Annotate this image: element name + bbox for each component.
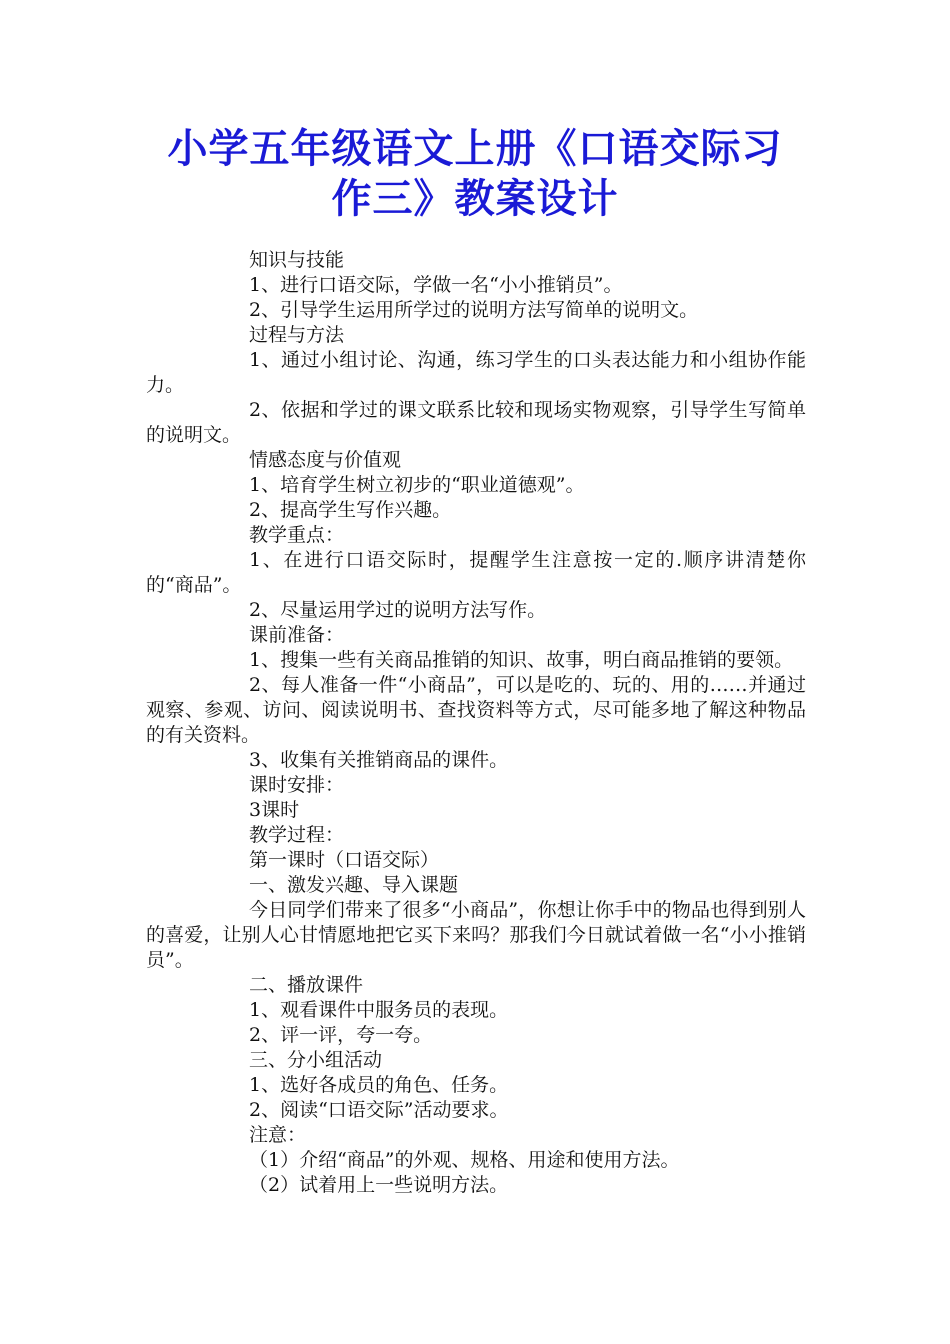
paragraph: 1、观看课件中服务员的表现。 [249,999,509,1021]
section-heading: 教学过程： [249,824,345,846]
section-heading: 一、激发兴趣、导入课题 [249,874,459,896]
paragraph: 2、评一评，夸一夸。 [249,1024,433,1046]
section-heading: 过程与方法 [249,324,345,346]
section-heading: 课时安排： [249,774,345,796]
paragraph: 2、每人准备一件“小商品”，可以是吃的、玩的、用的……并通过观察、参观、访问、阅读说明书、查找资料等方式，尽可能多地了解这种物品的有关资料。 [146,674,806,746]
paragraph: 1、培育学生树立初步的“职业道德观”。 [249,474,585,496]
paragraph: 2、提高学生写作兴趣。 [249,499,452,521]
paragraph: 3课时 [249,799,300,821]
paragraph: 1、通过小组讨论、沟通，练习学生的口头表达能力和小组协作能力。 [146,349,806,396]
paragraph: （2）试着用上一些说明方法。 [249,1174,509,1196]
paragraph: 1、选好各成员的角色、任务。 [249,1074,509,1096]
paragraph: 2、尽量运用学过的说明方法写作。 [249,599,547,621]
section-heading: 三、分小组活动 [249,1049,383,1071]
document-title: 小学五年级语文上册《口语交际习作三》教案设计 [167,126,783,222]
paragraph: 注意： [249,1124,307,1146]
section-heading: 知识与技能 [249,249,345,271]
document-body [146,248,806,1198]
paragraph: 2、依据和学过的课文联系比较和现场实物观察，引导学生写简单的说明文。 [146,399,806,446]
paragraph: 1、在进行口语交际时，提醒学生注意按一定的.顺序讲清楚你的“商品”。 [146,549,806,596]
paragraph: 1、进行口语交际，学做一名“小小推销员”。 [249,274,623,296]
paragraph: 2、引导学生运用所学过的说明方法写简单的说明文。 [249,299,699,321]
paragraph: 2、阅读“口语交际”活动要求。 [249,1099,509,1121]
section-heading: 二、播放课件 [249,974,364,996]
section-heading: 情感态度与价值观 [249,449,402,471]
paragraph: （1）介绍“商品”的外观、规格、用途和使用方法。 [249,1149,680,1171]
section-heading: 教学重点： [249,524,345,546]
paragraph: 今日同学们带来了很多“小商品”，你想让你手中的物品也得到别人的喜爱，让别人心甘情愿地把它买下来吗？那我们今日就试着做一名“小小推销员”。 [146,899,806,971]
paragraph: 3、收集有关推销商品的课件。 [249,749,509,771]
paragraph: 1、搜集一些有关商品推销的知识、故事，明白商品推销的要领。 [249,649,794,671]
section-heading: 第一课时（口语交际） [249,849,440,871]
section-heading: 课前准备： [249,624,345,646]
